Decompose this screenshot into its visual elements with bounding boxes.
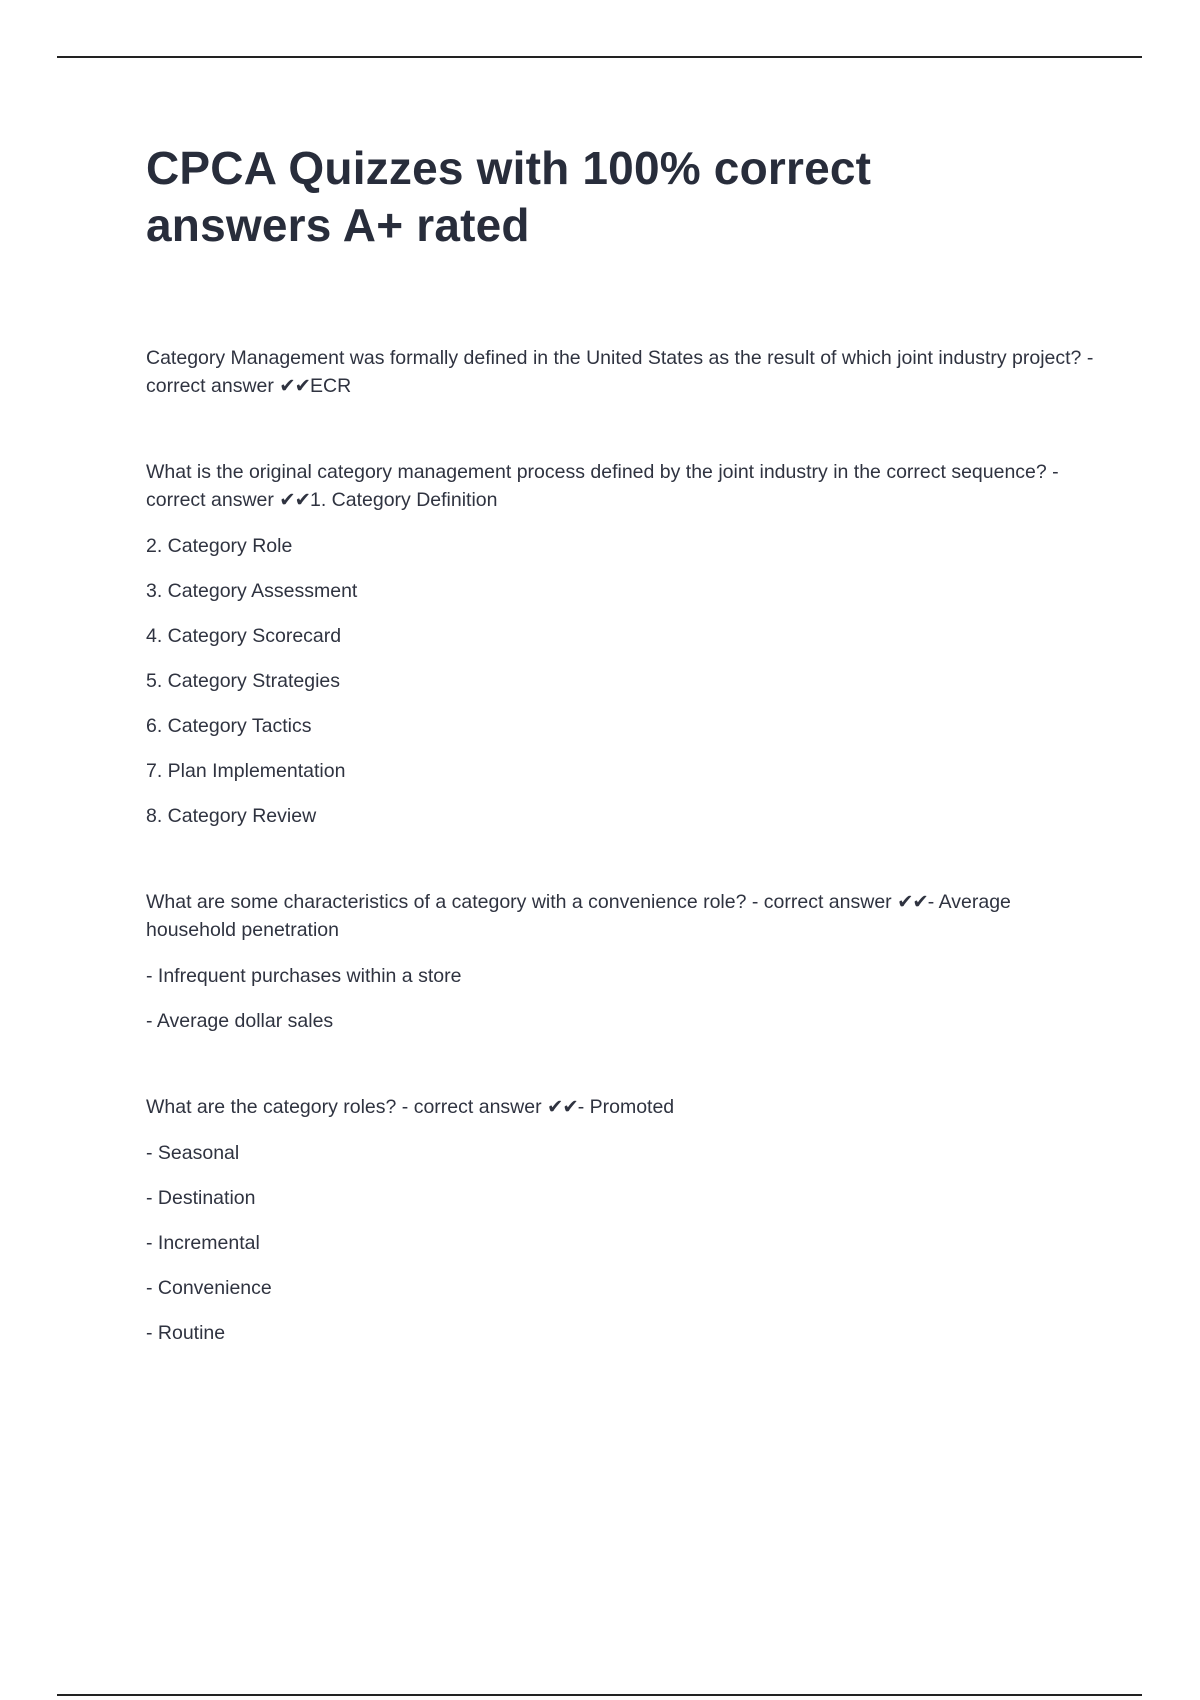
qa-block-1 (146, 344, 1106, 400)
answer-item: - Routine (146, 1322, 226, 1344)
answer-text: ECR (309, 375, 352, 397)
bottom-rule (57, 1694, 1142, 1696)
top-rule (57, 56, 1142, 58)
answer-item: 7. Plan Implementation (146, 760, 346, 782)
title-line-2: answers A+ rated (146, 199, 530, 251)
check-mark-icon: ✔✔ (279, 375, 310, 397)
answer-item: - Seasonal (146, 1142, 240, 1164)
answer-item: - Infrequent purchases within a store (146, 965, 462, 987)
question-text: Category Management was formally defined in the United States as the result of which joint industry project? - correct answer ✔✔ECR (146, 347, 1094, 397)
qa-list (146, 344, 1106, 1347)
answer-item: - Incremental (146, 1232, 260, 1254)
answer-item: 3. Category Assessment (146, 580, 358, 602)
answer-text: 1. Category Definition (309, 489, 498, 511)
answer-item: - Convenience (146, 1277, 272, 1299)
document-title (146, 140, 1106, 254)
qa-block-2 (146, 458, 1106, 830)
answer-text: - Average household penetration (146, 891, 1011, 941)
answer-item: - Destination (146, 1187, 256, 1209)
answer-text: - Promoted (577, 1096, 675, 1118)
question-text: What is the original category management process defined by the joint industry in the correct sequence? - correct answer ✔✔1. Category Definition (146, 461, 1059, 511)
question-text: What are some characteristics of a category with a convenience role? - correct answer ✔✔- Average household penetration (146, 891, 1011, 941)
answer-item: 2. Category Role (146, 535, 293, 557)
answer-item: 5. Category Strategies (146, 670, 341, 692)
title-line-1: CPCA Quizzes with 100% correct (146, 142, 872, 194)
answer-item: 6. Category Tactics (146, 715, 312, 737)
answer-item: - Average dollar sales (146, 1010, 334, 1032)
check-mark-icon: ✔✔ (897, 891, 928, 913)
qa-block-3 (146, 888, 1106, 1035)
check-mark-icon: ✔✔ (279, 489, 310, 511)
answer-item: 4. Category Scorecard (146, 625, 342, 647)
document-page (146, 140, 1106, 1405)
question-text: What are the category roles? - correct answer ✔✔- Promoted (146, 1096, 675, 1118)
answer-item: 8. Category Review (146, 805, 317, 827)
qa-block-4 (146, 1093, 1106, 1347)
check-mark-icon: ✔✔ (547, 1096, 578, 1118)
